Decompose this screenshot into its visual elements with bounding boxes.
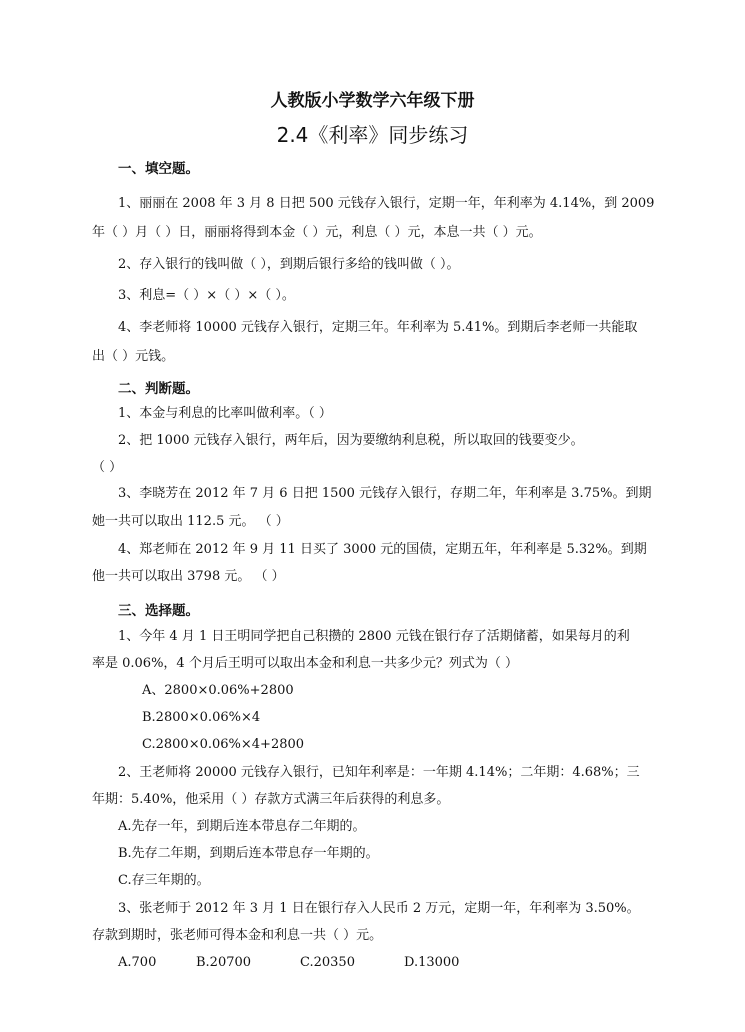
question-line: 2、把 1000 元钱存入银行，两年后，因为要缴纳利息税，所以取回的钱要变少。 [118, 433, 584, 448]
question-line: 1、丽丽在 2008 年 3 月 8 日把 500 元钱存入银行，定期一年，年利率为 4.14%，到 2009 [118, 196, 655, 211]
question-line: 率是 0.06%，4 个月后王明可以取出本金和利息一共多少元？列式为（ ） [92, 656, 518, 671]
question-line: 2、存入银行的钱叫做（ ），到期后银行多给的钱叫做（ ）。 [118, 257, 460, 272]
choice-option-c: C.20350 [300, 955, 355, 970]
question-line: 4、郑老师在 2012 年 9 月 11 日买了 3000 元的国债，定期五年，年利率是 5.32%。到期 [118, 542, 647, 557]
question-line: 存款到期时，张老师可得本金和利息一共（ ）元。 [92, 928, 383, 943]
choice-option: B.2800×0.06%×4 [142, 710, 261, 725]
question-line: 2、王老师将 20000 元钱存入银行，已知年利率是：一年期 4.14%；二年期：4.68%；三 [118, 765, 640, 780]
choice-option: B.先存二年期，到期后连本带息存一年期的。 [118, 846, 379, 861]
question-line: 1、今年 4 月 1 日王明同学把自己积攒的 2800 元钱在银行存了活期储蓄，如果每月的利 [118, 629, 630, 644]
choice-option-a: A.700 [118, 955, 157, 970]
choice-option-d: D.13000 [404, 955, 460, 970]
page-title: 人教版小学数学六年级下册 [270, 91, 475, 111]
choice-option: A.先存一年，到期后连本带息存二年期的。 [118, 819, 366, 834]
section-heading-true-false: 二、判断题。 [118, 381, 199, 397]
question-line: 3、张老师于 2012 年 3 月 1 日在银行存入人民币 2 万元，定期一年，年利率为 3.50%。 [118, 901, 640, 916]
question-line: 他一共可以取出 3798 元。 （ ） [92, 569, 285, 584]
question-line: 1、本金与利息的比率叫做利率。（ ） [118, 406, 332, 421]
question-line: 3、利息=（ ）×（ ）×（ ）。 [118, 288, 295, 303]
section-heading-multiple-choice: 三、选择题。 [118, 603, 199, 619]
question-line: （ ） [92, 460, 123, 475]
question-line: 年（ ）月（ ）日，丽丽将得到本金（ ）元，利息（ ）元，本息一共（ ）元。 [92, 225, 542, 240]
section-heading-fill-blank: 一、填空题。 [118, 161, 199, 177]
question-line: 3、李晓芳在 2012 年 7 月 6 日把 1500 元钱存入银行，存期二年，年利率是 3.75%。到期 [118, 486, 652, 501]
question-line: 年期：5.40%，他采用（ ）存款方式满三年后获得的利息多。 [92, 792, 450, 807]
question-line: 她一共可以取出 112.5 元。 （ ） [92, 514, 289, 529]
page-subtitle: 2.4《利率》同步练习 [276, 123, 469, 147]
question-line: 4、李老师将 10000 元钱存入银行，定期三年。年利率为 5.41%。到期后李老师一共能取 [118, 320, 638, 335]
choice-option: C.2800×0.06%×4+2800 [142, 737, 305, 752]
choice-option: A、2800×0.06%+2800 [142, 683, 294, 698]
choice-option-b: B.20700 [196, 955, 252, 970]
choice-option: C.存三年期的。 [118, 873, 210, 888]
question-line: 出（ ）元钱。 [92, 349, 175, 364]
